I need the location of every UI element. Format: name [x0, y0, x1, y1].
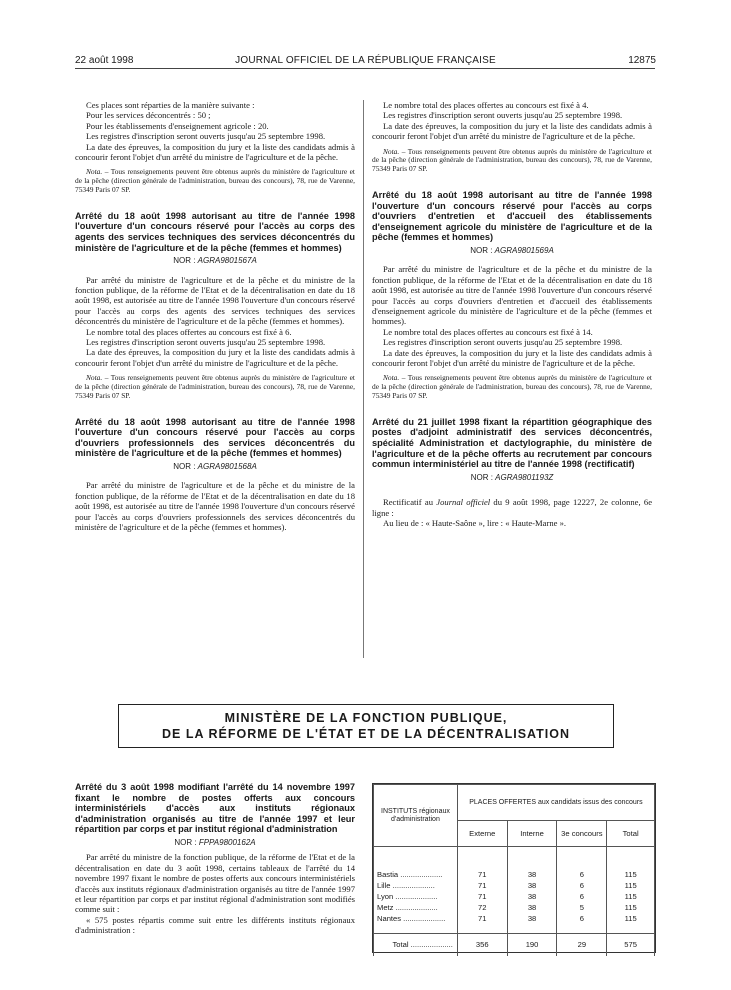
- nor-reference: [372, 473, 652, 483]
- institutes-header: INSTITUTS régionaux d'administration: [374, 785, 458, 847]
- table-row: [374, 891, 655, 902]
- paragraph: Le nombre total des places offertes au concours est fixé à 14.: [383, 326, 593, 337]
- cell-total: 115: [607, 891, 655, 902]
- right-column: [372, 100, 652, 528]
- paragraph: La date des épreuves, la composition du jury et la liste des candidats admis à concourir feront l'objet d'un arrêté du ministre de l'agriculture et de la pêche.: [75, 141, 355, 163]
- ministry-line-2: DE LA RÉFORME DE L'ÉTAT ET DE LA DÉCENTRALISATION: [162, 727, 570, 741]
- nor-label: NOR :: [173, 256, 198, 266]
- places-group-header: PLACES OFFERTES aux candidats issus des concours: [457, 785, 654, 821]
- nor-reference: [372, 246, 652, 256]
- table-row: [374, 869, 655, 880]
- rectificatif-post: du 9 août 1998, page 12227, 2e colonne, 6e ligne :: [372, 497, 653, 518]
- rectificatif: [372, 497, 652, 518]
- paragraph: Le nombre total des places offertes au concours est fixé à 6.: [86, 326, 292, 337]
- nor-label: NOR :: [470, 472, 496, 482]
- nor-label: NOR :: [174, 837, 199, 847]
- nota-label: Nota.: [86, 373, 103, 383]
- article-title: Arrêté du 18 août 1998 autorisant au titre de l'année 1998 l'ouverture d'un concours réservé pour l'accès au corps d'ouvriers d'entretien et d'accueil des établissements d'enseignement agricole du ministère de l'agriculture et de la pêche (femmes et hommes): [372, 190, 652, 243]
- article-title: Arrêté du 3 août 1998 modifiant l'arrêté du 14 novembre 1997 fixant le nombre de postes offerts aux concours interministériels d'accès aux instituts régionaux d'administration organisés au titre de l'année 1997 et leur répartition par corps et par institut régional d'administration: [75, 782, 355, 835]
- cell-externe: 71: [457, 891, 507, 902]
- paragraph: La date des épreuves, la composition du jury et la liste des candidats admis à concourir feront l'objet d'un arrêté du ministre de l'agriculture et de la pêche.: [372, 120, 652, 142]
- paragraph: La date des épreuves, la composition du jury et la liste des candidats admis à concourir feront l'objet d'un arrêté du ministre de l'agriculture et de la pêche.: [75, 347, 355, 368]
- ministry-line-1: MINISTÈRE DE LA FONCTION PUBLIQUE,: [224, 711, 508, 725]
- nota-text: – Tous renseignements peuvent être obtenus auprès du ministère de l'agriculture et de la pêche (direction générale de l'administration, bureau des concours), 78, rue de Varenne, 75349 Paris 07 SP.: [372, 146, 652, 174]
- cell-interne: 38: [507, 913, 557, 924]
- table-total-row: [374, 934, 655, 956]
- nota-text: – Tous renseignements peuvent être obtenus auprès du ministère de l'agriculture et de la pêche (direction générale de l'administration, bureau des concours), 78, rue de Varenne, 75349 Paris 07 SP.: [75, 373, 355, 400]
- cell-total: 115: [607, 869, 655, 880]
- institute-name: Nantes .....: [377, 914, 445, 923]
- nota-label: Nota.: [383, 373, 400, 383]
- cell-3e-concours: 6: [557, 891, 607, 902]
- cell-interne: 38: [507, 869, 557, 880]
- nor-code: AGRA9801569A: [494, 245, 554, 255]
- nor-label: NOR :: [470, 245, 495, 255]
- paragraph: Ces places sont réparties de la manière suivante :: [86, 100, 255, 110]
- nor-code: AGRA9801193Z: [495, 472, 554, 482]
- institute-name: Lille .....: [377, 881, 435, 890]
- paragraph: Pour les établissements d'enseignement agricole : 20.: [86, 120, 269, 131]
- cell-interne: 38: [507, 880, 557, 891]
- nor-code: AGRA9801568A: [197, 462, 257, 472]
- cell-interne: 38: [507, 891, 557, 902]
- table-row: [374, 902, 655, 913]
- total-interne: 190: [507, 934, 557, 956]
- column-header: Total: [607, 821, 655, 847]
- paragraph: Par arrêté du ministre de l'agriculture et de la pêche et du ministre de la fonction publique, de la réforme de l'Etat et de la décentralisation en date du 18 août 1998, est autorisée au titre de l'année 1998 l'ouverture d'un concours réservé pour l'accès au corps des agents des services techniques des services déconcentrés du ministère de l'agriculture et de la pêche (femmes et hommes).: [75, 274, 355, 327]
- paragraph: Les registres d'inscription seront ouverts jusqu'au 25 septembre 1998.: [86, 131, 326, 142]
- nota-text: – Tous renseignements peuvent être obtenus auprès du ministère de l'agriculture et de la pêche (direction générale de l'administration, bureau des concours), 78, rue de Varenne, 75349 Paris 07 SP.: [75, 167, 355, 195]
- total-label: Total .....: [393, 940, 453, 949]
- cell-3e-concours: 6: [557, 880, 607, 891]
- ministry-heading: [118, 704, 614, 748]
- cell-externe: 72: [457, 902, 507, 913]
- paragraph: Les registres d'inscription seront ouverts jusqu'au 25 septembre 1998.: [383, 110, 623, 121]
- cell-externe: 71: [457, 869, 507, 880]
- journal-title: JOURNAL OFFICIEL DE LA RÉPUBLIQUE FRANÇAISE: [235, 55, 496, 66]
- places-table: [372, 783, 656, 953]
- nor-code: AGRA9801567A: [197, 256, 257, 266]
- journal-name: Journal officiel: [436, 497, 491, 508]
- cell-total: 115: [607, 902, 655, 913]
- nota-text: – Tous renseignements peuvent être obtenus auprès du ministère de l'agriculture et de la pêche (direction générale de l'administration, bureau des concours), 78, rue de Varenne, 75349 Paris 07 SP.: [372, 373, 652, 401]
- cell-externe: 71: [457, 913, 507, 924]
- nota: [372, 148, 652, 174]
- paragraph: Au lieu de : « Haute-Saône », lire : « Haute-Marne ».: [383, 518, 567, 529]
- nota: [75, 168, 355, 194]
- cell-3e-concours: 6: [557, 869, 607, 880]
- left-column: [75, 100, 355, 532]
- nor-code: FPPA9800162A: [198, 837, 256, 847]
- paragraph: La date des épreuves, la composition du jury et la liste des candidats admis à concourir feront l'objet d'un arrêté du ministre de l'agriculture et de la pêche.: [372, 347, 652, 369]
- nota: [372, 374, 652, 400]
- nor-reference: [75, 256, 355, 266]
- paragraph: Le nombre total des places offertes au concours est fixé à 4.: [383, 100, 589, 110]
- page-number: 12875: [628, 55, 656, 66]
- ministry-article: [75, 782, 355, 936]
- article-title: Arrêté du 18 août 1998 autorisant au titre de l'année 1998 l'ouverture d'un concours réservé pour l'accès au corps des agents des services techniques des services déconcentrés du ministère de l'agriculture et de la pêche (femmes et hommes): [75, 210, 355, 253]
- cell-total: 115: [607, 880, 655, 891]
- cell-total: 115: [607, 913, 655, 924]
- paragraph: Pour les services déconcentrés : 50 ;: [86, 110, 211, 121]
- table-row: [374, 880, 655, 891]
- column-header: 3e concours: [557, 821, 607, 847]
- places-table-grid: [373, 784, 655, 956]
- paragraph: Par arrêté du ministre de l'agriculture et de la pêche et du ministre de la fonction publique, de la réforme de l'Etat et de la décentralisation en date du 18 août 1998, est autorisée au titre de l'année 1998 l'ouverture d'un concours réservé pour l'accès au corps d'ouvriers d'entretien et d'accueil des établissements d'enseignement agricole du ministère de l'agriculture et de la pêche (femmes et hommes).: [372, 264, 652, 327]
- nor-label: NOR :: [173, 462, 198, 472]
- total-3e-concours: 29: [557, 934, 607, 956]
- paragraph: Les registres d'inscription seront ouverts jusqu'au 25 septembre 1998.: [86, 337, 326, 348]
- nor-reference: [75, 838, 355, 848]
- column-divider: [363, 100, 364, 658]
- cell-externe: 71: [457, 880, 507, 891]
- article-title: Arrêté du 21 juillet 1998 fixant la répartition géographique des postes d'adjoint administratif des services déconcentrés, spécialité Administration et dactylographie, du ministère de l'agriculture et de la pêche offerts au recrutement par concours commun interministériel au titre de l'année 1998 (rectificatif): [372, 416, 652, 470]
- paragraph: « 575 postes répartis comme suit entre les différents instituts régionaux d'administration :: [75, 914, 355, 936]
- cell-3e-concours: 5: [557, 902, 607, 913]
- nor-reference: [75, 462, 355, 472]
- paragraph: Les registres d'inscription seront ouverts jusqu'au 25 septembre 1998.: [383, 337, 623, 348]
- header-divider: [75, 68, 655, 69]
- rectificatif-pre: Rectificatif au: [383, 497, 437, 508]
- column-header: Interne: [507, 821, 557, 847]
- column-header: Externe: [457, 821, 507, 847]
- table-row: [374, 913, 655, 924]
- nota: [75, 374, 355, 400]
- paragraph: Par arrêté du ministre de l'agriculture et de la pêche et du ministre de la fonction publique, de la réforme de l'Etat et de la décentralisation en date du 18 août 1998, est autorisée au titre de l'année 1998 l'ouverture d'un concours réservé pour l'accès au corps d'ouvriers professionnels des services déconcentrés du ministère de l'agriculture et de la pêche (femmes et hommes).: [75, 480, 355, 533]
- cell-interne: 38: [507, 902, 557, 913]
- article-title: Arrêté du 18 août 1998 autorisant au titre de l'année 1998 l'ouverture d'un concours réservé pour l'accès au corps d'ouvriers professionnels des services déconcentrés du ministère de l'agriculture et de la pêche (femmes et hommes): [75, 416, 355, 459]
- total-externe: 356: [457, 934, 507, 956]
- total-total: 575: [607, 934, 655, 956]
- institute-name: Lyon .....: [377, 892, 438, 901]
- nota-label: Nota.: [86, 167, 103, 177]
- issue-date: 22 août 1998: [75, 55, 134, 66]
- institute-name: Metz .....: [377, 903, 438, 912]
- cell-3e-concours: 6: [557, 913, 607, 924]
- institute-name: Bastia .....: [377, 870, 442, 879]
- nota-label: Nota.: [383, 146, 400, 156]
- paragraph: Par arrêté du ministre de la fonction publique, de la réforme de l'Etat et de la décentralisation en date du 3 août 1998, certains tableaux de l'arrêté du 14 novembre 1997 fixant le nombre de postes offerts aux concours interministériels d'accès aux instituts régionaux d'administration organisés au titre de l'année 1997 et leur répartition par corps et par institut régional d'administration sont modifiés comme suit :: [75, 852, 355, 915]
